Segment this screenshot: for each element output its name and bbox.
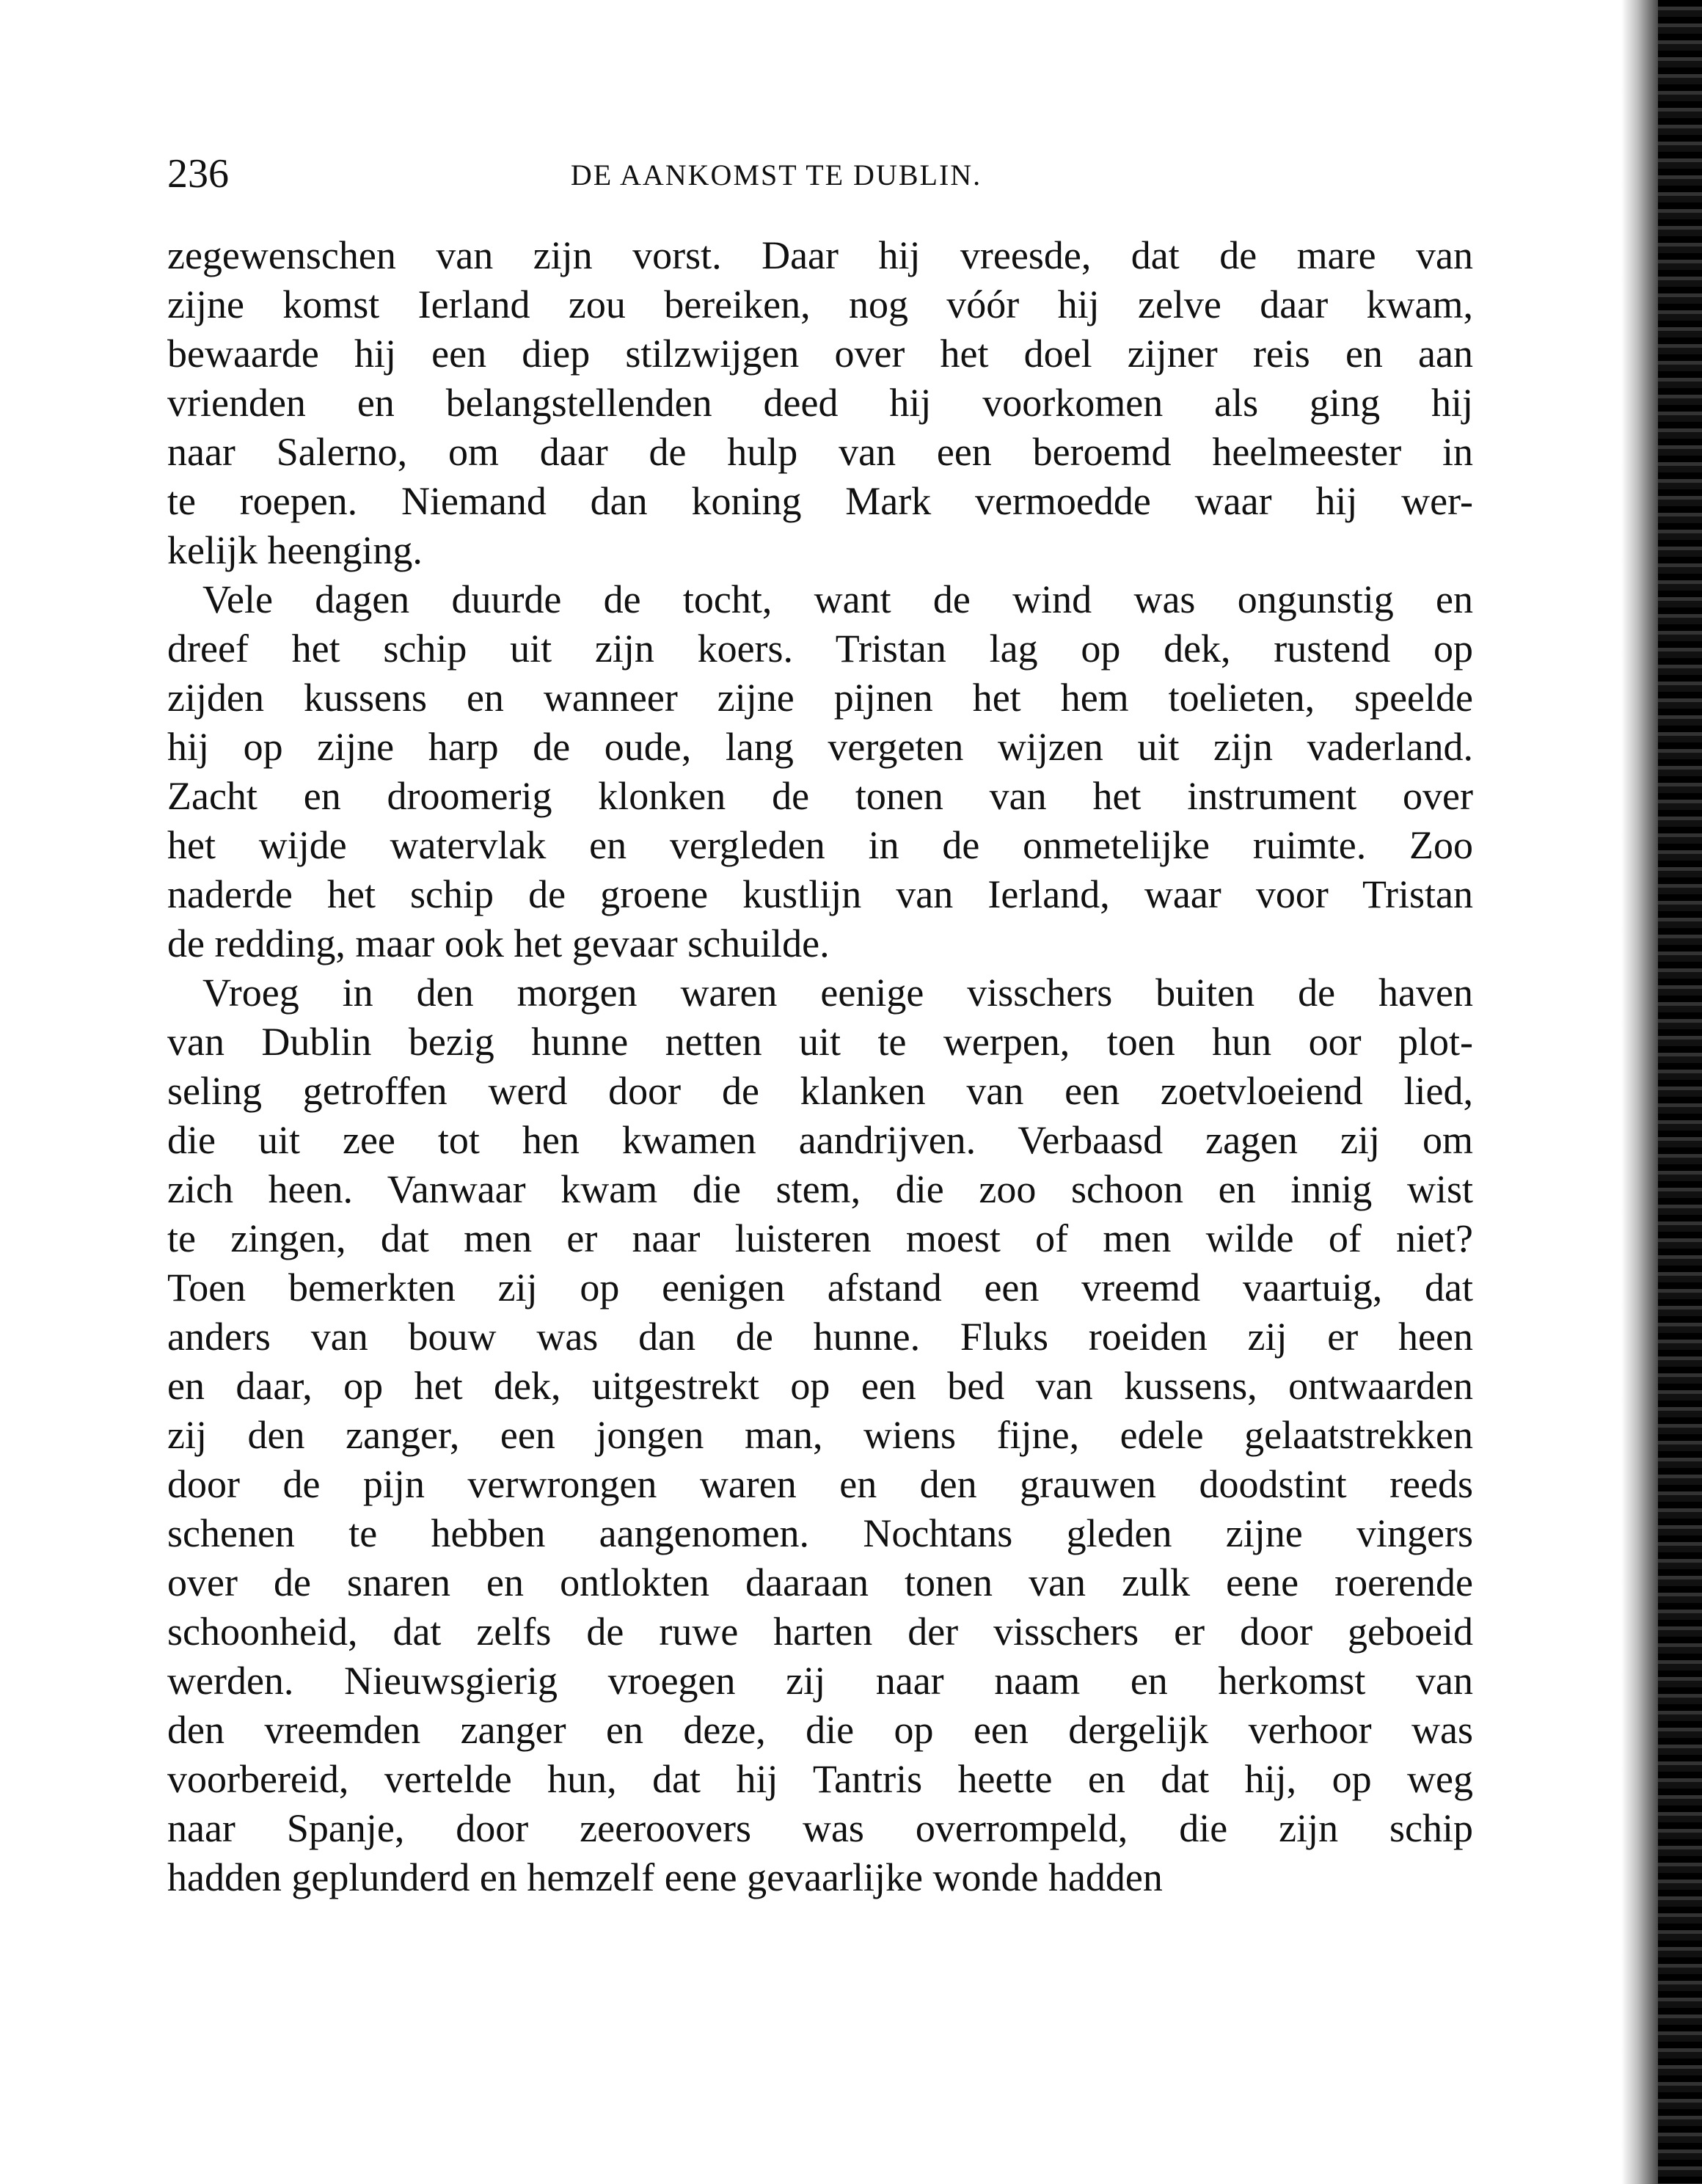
text-line: over de snaren en ontlokten daaraan tonen van zulk eene roerende: [167, 1560, 1473, 1604]
text-line: zijne komst Ierland zou bereiken, nog vóór hij zelve daar kwam,: [167, 282, 1473, 326]
text-line: zijden kussens en wanneer zijne pijnen het hem toelieten, speelde: [167, 676, 1473, 720]
text-line: te roepen. Niemand dan koning Mark vermoedde waar hij wer-: [167, 479, 1473, 523]
text-line: vrienden en belangstellenden deed hij voorkomen als ging hij: [167, 381, 1473, 425]
text-line: seling getroffen werd door de klanken van een zoetvloeiend lied,: [167, 1069, 1473, 1113]
text-line: anders van bouw was dan de hunne. Fluks roeiden zij er heen: [167, 1315, 1473, 1359]
running-title: DE AANKOMST TE DUBLIN.: [570, 158, 982, 191]
text-line: werden. Nieuwsgierig vroegen zij naar naam en herkomst van: [167, 1659, 1473, 1703]
text-line: door de pijn verwrongen waren en den grauwen doodstint reeds: [167, 1462, 1473, 1506]
body-text: [167, 231, 1473, 1902]
text-line: dreef het schip uit zijn koers. Tristan lag op dek, rustend op: [167, 627, 1473, 671]
scan-page-edge-dark: [1658, 0, 1702, 2184]
text-line: voorbereid, vertelde hun, dat hij Tantris heette en dat hij, op weg: [167, 1757, 1473, 1801]
text-line: hij op zijne harp de oude, lang vergeten wijzen uit zijn vaderland.: [167, 725, 1473, 769]
text-line: schoonheid, dat zelfs de ruwe harten der visschers er door geboeid: [167, 1610, 1473, 1654]
text-line: naderde het schip de groene kustlijn van Ierland, waar voor Tristan: [167, 872, 1473, 916]
text-line: het wijde watervlak en vergleden in de onmetelijke ruimte. Zoo: [167, 823, 1473, 867]
text-line: bewaarde hij een diep stilzwijgen over het doel zijner reis en aan: [167, 332, 1473, 376]
text-line: Vroeg in den morgen waren eenige visschers buiten de haven: [202, 971, 1473, 1015]
text-line: naar Salerno, om daar de hulp van een beroemd heelmeester in: [167, 430, 1473, 474]
text-line: de redding, maar ook het gevaar schuilde.: [167, 921, 830, 965]
text-line: zich heen. Vanwaar kwam die stem, die zoo schoon en innig wist: [167, 1167, 1473, 1211]
text-line: en daar, op het dek, uitgestrekt op een bed van kussens, ontwaarden: [167, 1364, 1473, 1408]
text-line: zij den zanger, een jongen man, wiens fijne, edele gelaatstrekken: [167, 1413, 1473, 1457]
text-line: Toen bemerkten zij op eenigen afstand een vreemd vaartuig, dat: [167, 1266, 1473, 1310]
text-line: die uit zee tot hen kwamen aandrijven. Verbaasd zagen zij om: [167, 1118, 1473, 1162]
text-line: van Dublin bezig hunne netten uit te werpen, toen hun oor plot-: [167, 1020, 1473, 1064]
text-line: Vele dagen duurde de tocht, want de wind was ongunstig en: [202, 577, 1473, 621]
text-line: te zingen, dat men er naar luisteren moest of men wilde of niet?: [167, 1216, 1473, 1260]
text-line: naar Spanje, door zeeroovers was overrompeld, die zijn schip: [167, 1806, 1473, 1850]
page-number: 236: [167, 151, 229, 197]
text-line: schenen te hebben aangenomen. Nochtans gleden zijne vingers: [167, 1511, 1473, 1555]
page-header: [167, 150, 1473, 202]
text-line: den vreemden zanger en deze, die op een dergelijk verhoor was: [167, 1708, 1473, 1752]
text-line: Zacht en droomerig klonken de tonen van het instrument over: [167, 774, 1473, 818]
text-line: kelijk heenging.: [167, 528, 423, 572]
text-line: hadden geplunderd en hemzelf eene gevaarlijke wonde hadden: [167, 1855, 1163, 1899]
text-line: zegewenschen van zijn vorst. Daar hij vreesde, dat de mare van: [167, 233, 1473, 277]
